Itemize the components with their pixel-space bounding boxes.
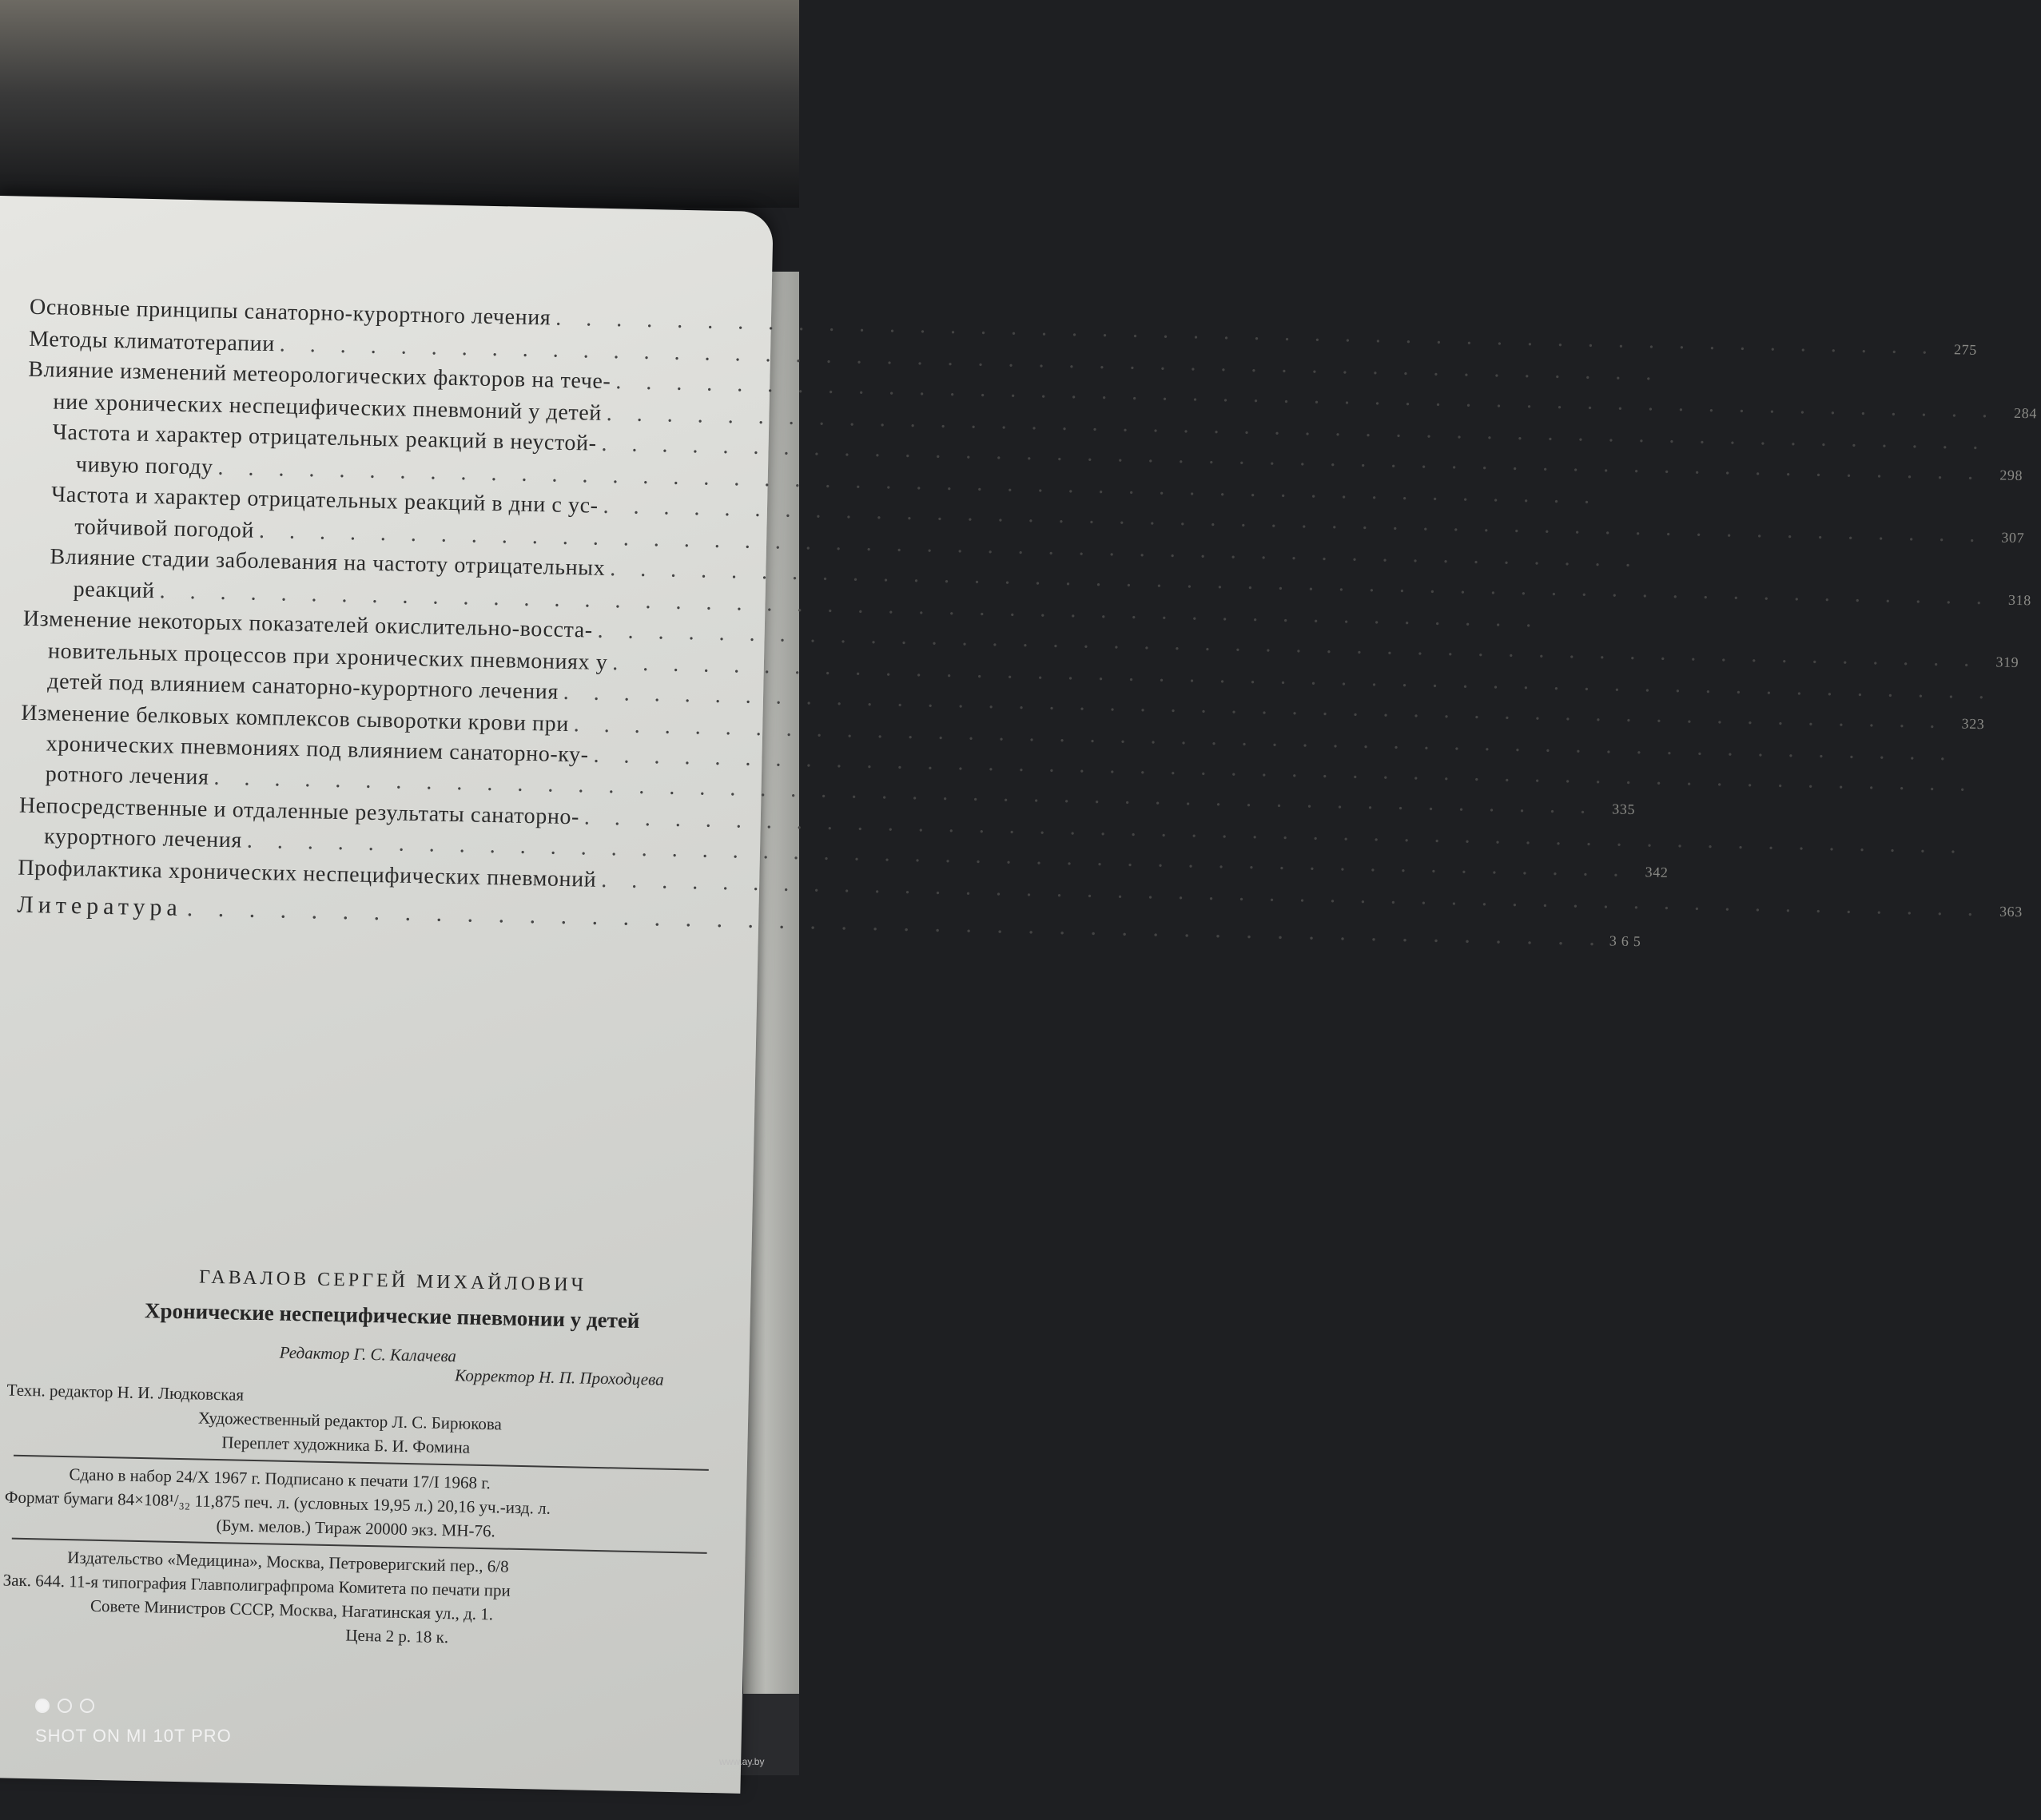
toc-page-number xyxy=(1645,566,1680,567)
table-of-contents xyxy=(17,292,2038,950)
credits-block xyxy=(6,1335,711,1464)
toc-page-number xyxy=(1970,853,2005,854)
toc-entry-title: хронических пневмониях под влиянием санаторно-ку- xyxy=(46,731,589,768)
toc-entry-title: ротного лечения xyxy=(45,761,209,790)
book-title: Хронические неспецифические пневмонии у детей xyxy=(144,1298,640,1333)
toc-page-number: 298 xyxy=(1999,467,2023,484)
toc-page-number: 323 xyxy=(1961,715,1985,733)
toc-entry-title: Частота и характер отрицательных реакций в дни с ус- xyxy=(50,482,599,519)
toc-entry-title: реакций xyxy=(73,577,155,604)
toc-entry-title: детей под влиянием санаторно-курортного лечения xyxy=(46,669,559,705)
toc-entry-title: курортного лечения xyxy=(43,824,243,853)
print-date-line: Сдано в набор 24/X 1967 г. Подписано к печати 17/I 1968 г. xyxy=(69,1464,491,1493)
toc-page-number xyxy=(1665,380,1701,381)
toc-page-number: 363 xyxy=(1999,903,2023,920)
toc-entry-title: Частота и характер отрицательных реакций в неустой- xyxy=(52,419,597,456)
editor-line: Редактор Г. С. Калачева xyxy=(279,1342,457,1366)
printer-address-line: Совете Министров СССР, Москва, Нагатинская ул., д. 1. xyxy=(90,1595,494,1624)
book-page xyxy=(0,196,2038,1794)
toc-page-number: 335 xyxy=(1612,801,1636,818)
toc-entry-title: новительных процессов при хронических пневмониях у xyxy=(47,638,608,676)
author-name: ГАВАЛОВ СЕРГЕЙ МИХАЙЛОВИЧ xyxy=(198,1266,587,1296)
toc-page-number xyxy=(1999,699,2034,700)
camera-watermark-dots xyxy=(35,1699,94,1713)
toc-page-number xyxy=(1992,449,2027,450)
colophon xyxy=(2,1263,713,1655)
toc-entry-title: тойчивой погодой xyxy=(74,515,255,543)
toc-page-number xyxy=(1979,791,2015,792)
toc-page-number xyxy=(1546,627,1581,628)
site-watermark: www.ay.by xyxy=(719,1756,765,1767)
toc-entry-title: Методы климатотерапии xyxy=(28,326,276,357)
toc-entry-title: чивую погоду xyxy=(75,452,213,480)
toc-page-number: 342 xyxy=(1645,864,1669,880)
toc-entry-title: Влияние стадии заболевания на частоту отрицательных xyxy=(50,544,606,581)
printer-line: Зак. 644. 11-я типография Главполиграфпрома Комитета по печати при xyxy=(2,1570,511,1600)
toc-entry-title: Изменение белковых комплексов сыворотки крови при xyxy=(21,700,570,737)
paper-format-line: Формат бумаги 84×108¹/₃₂ 11,875 печ. л. (условных 19,95 л.) 20,16 уч.-изд. л. xyxy=(4,1487,551,1518)
toc-entry-title: Литература xyxy=(17,891,183,921)
price-line: Цена 2 р. 18 к. xyxy=(345,1625,449,1647)
publisher-details xyxy=(2,1544,706,1654)
art-editor-line: Художественный редактор Л. С. Бирюкова xyxy=(197,1408,503,1434)
toc-entry-title: Влияние изменений метеорологических факторов на тече- xyxy=(28,356,611,395)
background-top xyxy=(0,0,799,208)
corrector-line: Корректор Н. П. Проходцева xyxy=(454,1365,664,1389)
print-details xyxy=(4,1460,709,1547)
toc-page-number: 275 xyxy=(1953,341,1978,358)
tech-editor-line: Техн. редактор Н. И. Людковская xyxy=(6,1380,245,1405)
toc-entry-title: Непосредственные и отдаленные результаты санаторно- xyxy=(18,793,580,830)
toc-page-number: 365 xyxy=(1609,932,1646,950)
toc-page-number: 318 xyxy=(2007,591,2032,609)
toc-entry-title: Основные принципы санаторно-курортного лечения xyxy=(29,294,551,331)
dot-icon xyxy=(35,1699,50,1713)
camera-watermark: SHOT ON MI 10T PRO xyxy=(35,1726,232,1746)
publisher-line: Издательство «Медицина», Москва, Петроверигский пер., 6/8 xyxy=(67,1548,509,1576)
toc-page-number: 307 xyxy=(2001,529,2025,546)
dot-icon xyxy=(58,1699,72,1713)
toc-page-number xyxy=(1604,503,1639,504)
toc-page-number: 284 xyxy=(2013,404,2038,422)
toc-entry-title: Профилактика хронических неспецифических пневмоний xyxy=(18,855,597,892)
toc-entry-title: Изменение некоторых показателей окислительно-восста- xyxy=(22,606,594,643)
toc-page-number: 319 xyxy=(1995,654,2019,671)
circulation-line: (Бум. мелов.) Тираж 20000 экз. МН-76. xyxy=(216,1516,495,1541)
cover-artist-line: Переплет художника Б. И. Фомина xyxy=(221,1433,471,1457)
dot-icon xyxy=(80,1699,94,1713)
toc-entry-title: ние хронических неспецифических пневмоний у детей xyxy=(53,389,603,426)
